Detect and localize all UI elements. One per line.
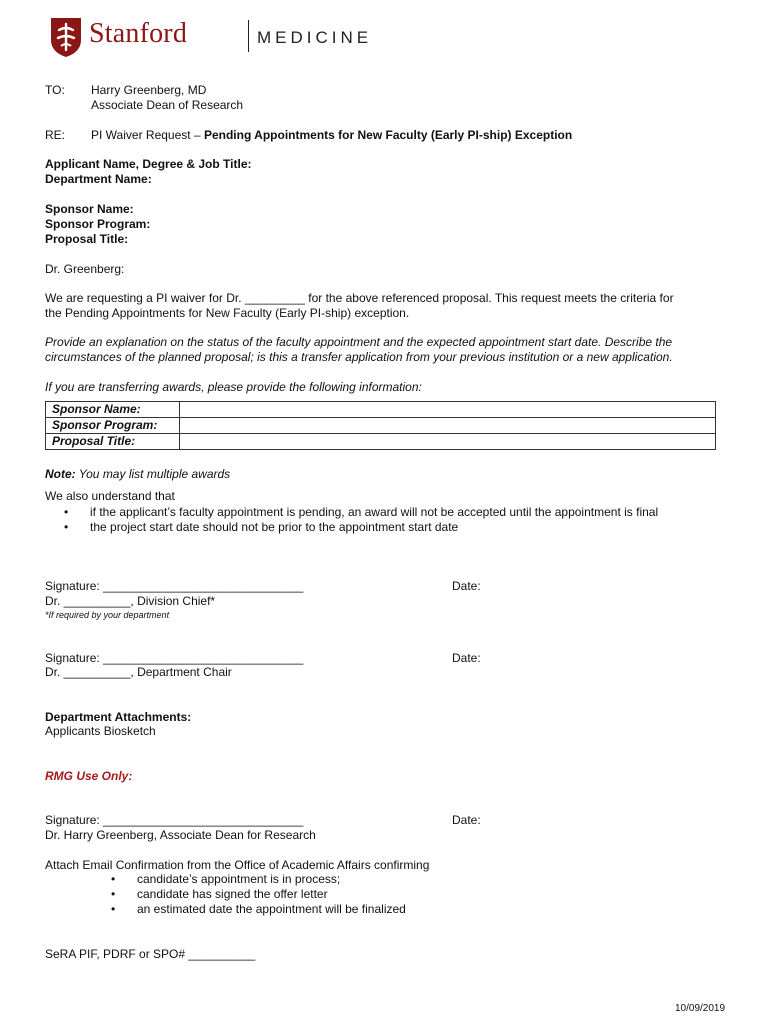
- table-cell-value[interactable]: [180, 434, 716, 450]
- department-chair-name: Dr. __________, Department Chair: [45, 665, 232, 679]
- list-item-text: the project start date should not be prior to the appointment start date: [90, 520, 459, 534]
- department-signature-line[interactable]: Signature: ______________________________: [45, 651, 304, 665]
- table-cell-value[interactable]: [180, 418, 716, 434]
- table-row: [46, 418, 716, 434]
- bullet-icon: •: [64, 505, 69, 519]
- bullet-icon: •: [111, 887, 116, 901]
- bullet-icon: •: [111, 872, 116, 886]
- department-name-label: Department Name:: [45, 172, 152, 186]
- table-row: [46, 402, 716, 418]
- explain-line-2: circumstances of the planned proposal; is this a transfer application from your previous institution or a new application.: [45, 350, 673, 364]
- table-cell-label: Sponsor Program:: [46, 418, 180, 434]
- re-label: RE:: [45, 128, 66, 142]
- logo-word-medicine: MEDICINE: [257, 28, 373, 47]
- sponsor-program-label: Sponsor Program:: [45, 217, 151, 231]
- department-date-label: Date:: [452, 651, 481, 665]
- re-subject: [91, 128, 572, 142]
- list-item-text: candidate has signed the offer letter: [137, 887, 328, 901]
- list-item-text: candidate’s appointment is in process;: [137, 872, 341, 886]
- division-chief-name: Dr. __________, Division Chief*: [45, 594, 216, 608]
- sera-line[interactable]: SeRA PIF, PDRF or SPO# __________: [45, 947, 256, 961]
- note: [45, 467, 230, 482]
- note-label: Note:: [45, 467, 76, 481]
- to-name: Harry Greenberg, MD: [91, 83, 207, 97]
- attachments-heading: Department Attachments:: [45, 710, 192, 724]
- footer-date: 10/09/2019: [675, 1003, 726, 1014]
- list-item-text: if the applicant’s faculty appointment is pending, an award will not be accepted until the appointment is final: [90, 505, 659, 519]
- understand-intro: We also understand that: [45, 489, 175, 503]
- to-label: TO:: [45, 83, 65, 97]
- division-footnote: *If required by your department: [45, 610, 170, 620]
- bullet-icon: •: [64, 520, 69, 534]
- rmg-date-label: Date:: [452, 813, 481, 827]
- rmg-signer-name: Dr. Harry Greenberg, Associate Dean for Research: [45, 828, 316, 842]
- explain-line-1: Provide an explanation on the status of the faculty appointment and the expected appointment start date. Describe the: [45, 335, 673, 349]
- sponsor-name-label: Sponsor Name:: [45, 202, 134, 216]
- division-signature-line[interactable]: Signature: ______________________________: [45, 579, 304, 593]
- table-row: [46, 434, 716, 450]
- request-line-1: We are requesting a PI waiver for Dr. _________ for the above referenced proposal. This request meets the criteria for: [45, 291, 674, 305]
- re-subject-bold: Pending Appointments for New Faculty (Early PI-ship) Exception: [203, 128, 573, 142]
- salutation: Dr. Greenberg:: [45, 262, 125, 276]
- logo-word-stanford: Stanford: [89, 18, 188, 49]
- table-cell-value[interactable]: [180, 402, 716, 418]
- table-cell-label: Proposal Title:: [46, 434, 180, 450]
- rmg-heading: RMG Use Only:: [45, 769, 133, 783]
- awards-table: [45, 401, 716, 450]
- applicant-name-label: Applicant Name, Degree & Job Title:: [45, 157, 252, 171]
- table-cell-label: Sponsor Name:: [46, 402, 180, 418]
- rmg-signature-line[interactable]: Signature: ______________________________: [45, 813, 304, 827]
- to-title: Associate Dean of Research: [91, 98, 244, 112]
- bullet-icon: •: [111, 902, 116, 916]
- confirmation-intro: Attach Email Confirmation from the Office of Academic Affairs confirming: [45, 858, 430, 872]
- note-text: You may list multiple awards: [75, 467, 231, 481]
- attachments-item: Applicants Biosketch: [45, 724, 156, 738]
- transfer-instructions: If you are transferring awards, please provide the following information:: [45, 380, 422, 394]
- division-date-label: Date:: [452, 579, 481, 593]
- re-subject-prefix: PI Waiver Request –: [91, 128, 204, 142]
- request-line-2: the Pending Appointments for New Faculty (Early PI-ship) exception.: [45, 306, 410, 320]
- stanford-seal-icon: [49, 16, 83, 58]
- logo-divider: [248, 20, 249, 52]
- proposal-title-label: Proposal Title:: [45, 232, 129, 246]
- list-item-text: an estimated date the appointment will be finalized: [137, 902, 406, 916]
